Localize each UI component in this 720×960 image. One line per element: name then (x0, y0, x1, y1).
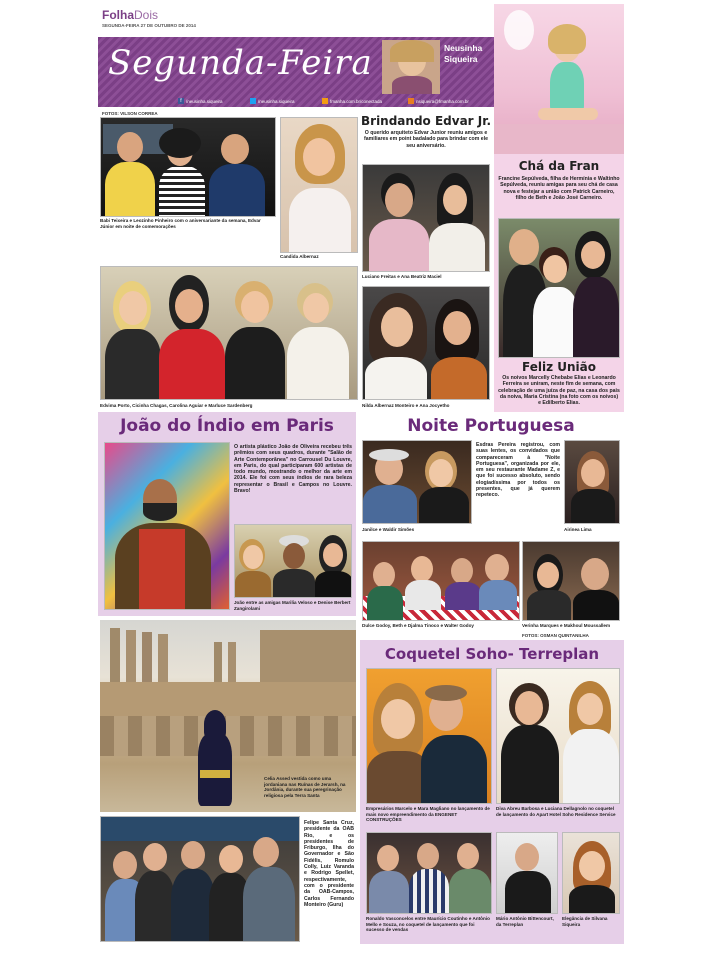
caption-diva: Diva Abreu Barbosa e Luciana Dellagnolo no coquetel de lançamento do Apart Hotel Soho Residence Service (496, 806, 616, 817)
title-coquetel: Coquetel Soho- Terreplan (384, 645, 600, 663)
section-title: Segunda-Feira (108, 43, 373, 83)
photo-nilda-ana (362, 286, 490, 400)
caption-mario: Mário Antônio Bittencourt, da Terreplan (496, 916, 554, 927)
title-joao: João do Índio em Paris (120, 416, 334, 436)
caption-joao: João entre as amigas Marilia Veloso e Denise Berbert Zangirolami (234, 600, 351, 611)
text-feliz: Os noivos Marcelly Chebabe Elias e Leonardo Ferreira se uniram, neste fim de semana, com celebração de uma juíza de paz, na casa dos pais da noiva, Maria Cristina (na foto com os noivos) e Edilberto Elias. (498, 375, 620, 407)
photo-verinha-makhoul (522, 541, 620, 621)
photo-joao-amigas (234, 524, 352, 598)
photo-edvima-group (100, 266, 358, 400)
brand-logo (102, 8, 158, 22)
caption-dulce: Dulce Godoy, Beth e Djalma Tinoco e Walter Godoy (362, 623, 474, 628)
text-oab: Felipe Santa Cruz, presidente da OAB Rio, e os presidentes de Friburgo, Ilha do Governador e São Fidélis, Romulo Colly, Luiz Varanda e Rodrigo Spellet, respectivamente, com o presidente da OAB-Campos, Carlos Fernando Monteiro (Guru) (304, 820, 354, 908)
social-mail[interactable]: nsiqueira@fmanha.com.br (408, 97, 488, 105)
photo-fran-top (494, 4, 624, 154)
web-icon (322, 98, 328, 104)
social-facebook[interactable]: f /neusinha.siqueira (178, 97, 244, 105)
photo-airinea (564, 440, 620, 524)
title-brindando: Brindando Edvar Jr. (361, 114, 491, 128)
caption-candida: Candida Albernaz (280, 254, 319, 259)
photo-babi-leozinho-edvar (100, 117, 276, 217)
social-twitter[interactable]: /neusinha.siqueira (250, 97, 316, 105)
edition-date: SEGUNDA-FEIRA 27 DE OUTUBRO DE 2014 (102, 23, 196, 28)
photo-credit-osman: FOTOS: OSMAN QUINTANILHA (522, 633, 589, 638)
caption-janilce: Janilce e Waldir Simões (362, 527, 415, 532)
caption-nilda: Nilda Albernaz Monteiro e Ana Jocyetho (362, 403, 450, 408)
photo-credit: FOTOS: VILSON CORREA (102, 111, 158, 116)
photo-candida (280, 117, 358, 253)
social-bar (178, 97, 488, 105)
photo-janilce-waldir (362, 440, 472, 524)
caption-ronaldo: Ronaldo Vasconcelos entre Maurício Coutinho e Antônio Mello e Souza, no coquetel de lançamento que foi sucesso de vendas (366, 916, 490, 933)
text-brindando: O querido arquiteto Edvar Junior reuniu amigos e familiares em point badalado para brindar com ele seu aniversário. (364, 130, 488, 149)
title-cha: Chá da Fran (518, 159, 600, 173)
twitter-icon (250, 98, 256, 104)
masthead (98, 4, 494, 110)
photo-diva-luciana (496, 668, 620, 804)
caption-marcelo: Empresários Marcelo e Mara Magliano no lançamento de mais novo empreendimento da ENGENET CONSTRUÇÕES (366, 806, 490, 823)
caption-babi: Babi Teixeira e Leozinho Pinheiro com o aniversariante da semana, Edvar Júnior em noite de comemorações (100, 218, 261, 229)
section-banner (98, 37, 494, 107)
text-cha: Francine Sepúlveda, filha de Hermínia e Waltinho Sepúlveda, reuniu amigas para seu chá de casa nova e festejar a união com Patrick Carneiro, filho de Beth e João José Carneiro. (498, 176, 620, 201)
photo-silvana (562, 832, 620, 914)
title-noite: Noite Portuguesa (407, 416, 575, 436)
newspaper-page (98, 4, 624, 944)
brand-light: Dois (134, 8, 159, 22)
photo-feliz-uniao (498, 218, 620, 358)
facebook-icon: f (178, 98, 184, 104)
text-noite: Esdras Pereira registrou, com suas lentes, os convidados que compareceram à "Noite Portuguesa", organizada por ele, em seu restaurante Madame Z, e que foi sucesso absoluto, sendo elogiadíssima por todos os presentes, que já querem repeteco. (476, 442, 560, 499)
photo-marcelo-mara (366, 668, 492, 804)
caption-silvana: Elegância de Silvana Siqueira (562, 916, 608, 927)
mail-icon (408, 98, 414, 104)
social-web[interactable]: fmanha.com.br/conectada (322, 97, 402, 105)
photo-joao-painting (104, 442, 230, 610)
caption-celia: Celia Assed vestida como uma jordaniana nas Ruínas de Jerarsh, na Jordânia, durante sua peregrinação religiosa pela Terra Santa (264, 776, 346, 798)
caption-luciano: Luciano Freitas e Ana Beatriz Maciel (362, 274, 442, 279)
photo-oab-group (100, 816, 300, 942)
text-joao: O artista plástico João de Oliveira recebeu três prêmios com seus quadros, durante "Salão de Arte Contemporânea" no Carrousel Du Louvre, em Paris, do qual participaram 600 artistas de todo mundo, mostrando o melhor da arte em 2014. Ele foi com seus índios de rara beleza representar o Brasil e Campos no Louvre. Bravo! (234, 444, 352, 495)
brand-bold: Folha (102, 8, 134, 22)
columnist-name: Neusinha Siqueira (444, 43, 483, 64)
photo-dulce-group (362, 541, 520, 621)
caption-verinha: Verinha Marques e Makhoul Moussallem (522, 623, 611, 628)
caption-edvima: Edvima Porto, Cicinha Chagas, Carolina Aguiar e Marluce Sardenberg (100, 403, 253, 408)
photo-mario (496, 832, 558, 914)
photo-luciano-ana (362, 164, 490, 272)
columnist-photo (382, 40, 440, 94)
title-feliz: Feliz União (522, 360, 596, 374)
photo-ronaldo-group (366, 832, 492, 914)
caption-airinea: Airinea Lima (564, 527, 592, 532)
